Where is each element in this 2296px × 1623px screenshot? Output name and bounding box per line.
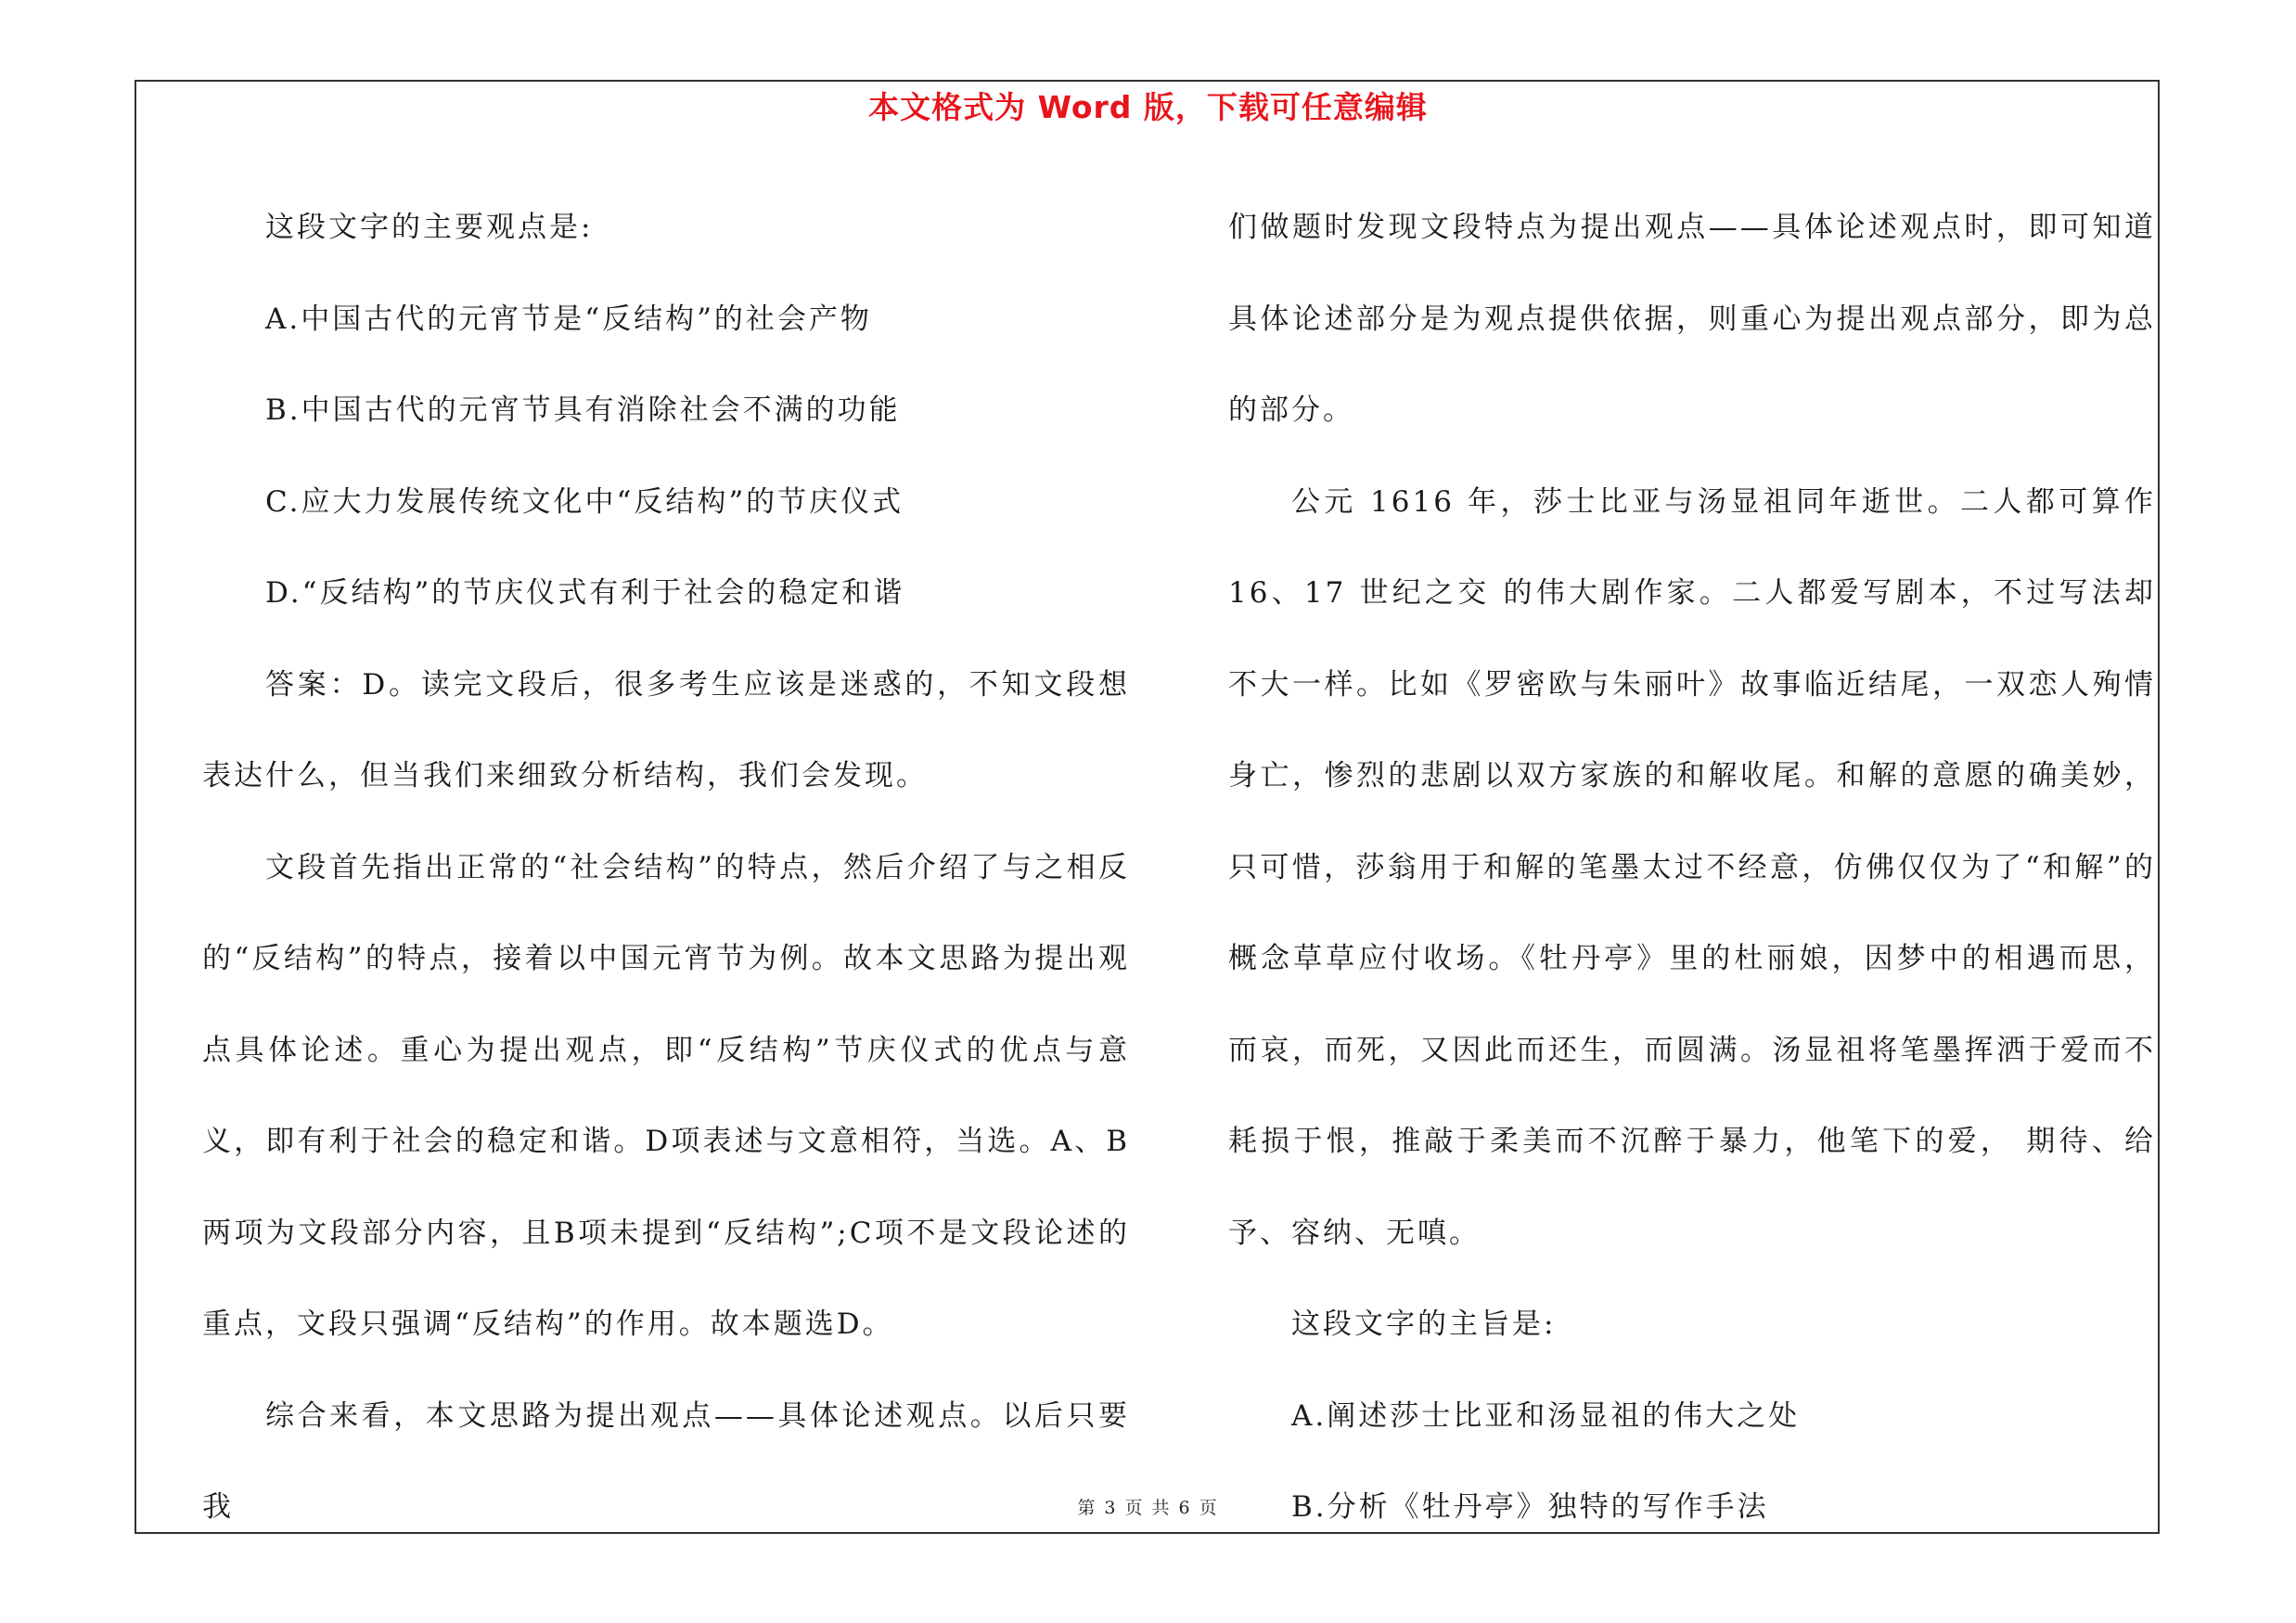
continued-paragraph: 们做题时发现文段特点为提出观点——具体论述观点时，即可知道具体论述部分是为观点提供依据，则重心为提出观点部分，即为总的部分。: [1228, 211, 2156, 427]
page-number: 第 3 页 共 6 页: [1077, 1498, 1219, 1518]
paragraph: 这段文字的主要观点是:: [265, 211, 594, 244]
option-d: D.“反结构”的节庆仪式有利于社会的稳定和谐: [265, 576, 905, 610]
option-a: A.阐述莎士比亚和汤显祖的伟大之处: [1291, 1398, 1801, 1433]
option-c: C.应大力发展传统文化中“反结构”的节庆仪式: [265, 484, 904, 519]
option-b: B.中国古代的元宵节具有消除社会不满的功能: [265, 393, 901, 427]
passage-paragraph: 公元 1616 年，莎士比亚与汤显祖同年逝世。二人都可算作 16、17 世纪之交 的伟大剧作家。二人都爱写剧本，不过写法却不大一样。比如《罗密欧与朱丽叶》故事临近结尾，一双恋人殉情身亡，惨烈的悲剧以双方家族的和解收尾。和解的意愿的确美妙，只可惜，莎翁用于和解的笔墨太过不经意，仿佛仅仅为了“和解”的概念草草应付收场。《牡丹亭》里的杜丽娘，因梦中的相遇而思，而哀，而死，又因此而还生，而圆满。汤显祖将笔墨挥洒于爱而不耗损于恨，推敲于柔美而不沉醉于暴力，他笔下的爱， 期待、给予、容纳、无嗔。: [1228, 484, 2156, 1250]
right-column: [1228, 182, 2156, 1553]
summary-paragraph: 综合来看，本文思路为提出观点——具体论述观点。以后只要我: [202, 1398, 1130, 1524]
answer-paragraph: 答案：D。读完文段后，很多考生应该是迷惑的，不知文段想表达什么，但当我们来细致分析结构，我们会发现。: [202, 667, 1130, 792]
left-column: [202, 182, 1130, 1553]
question-stem: 这段文字的主旨是:: [1291, 1307, 1557, 1341]
option-b: B.分析《牡丹亭》独特的写作手法: [1291, 1490, 1769, 1524]
option-a: A.中国古代的元宵节是“反结构”的社会产物: [265, 302, 872, 336]
analysis-paragraph: 文段首先指出正常的“社会结构”的特点，然后介绍了与之相反的“反结构”的特点，接着以中国元宵节为例。故本文思路为提出观点具体论述。重心为提出观点，即“反结构”节庆仪式的优点与意义，即有利于社会的稳定和谐。D项表述与文意相符，当选。A、B两项为文段部分内容，且B项未提到“反结构”;C项不是文段论述的重点，文段只强调“反结构”的作用。故本题选D。: [202, 850, 1130, 1341]
header-banner: 本文格式为 Word 版，下载可任意编辑: [868, 89, 1428, 125]
